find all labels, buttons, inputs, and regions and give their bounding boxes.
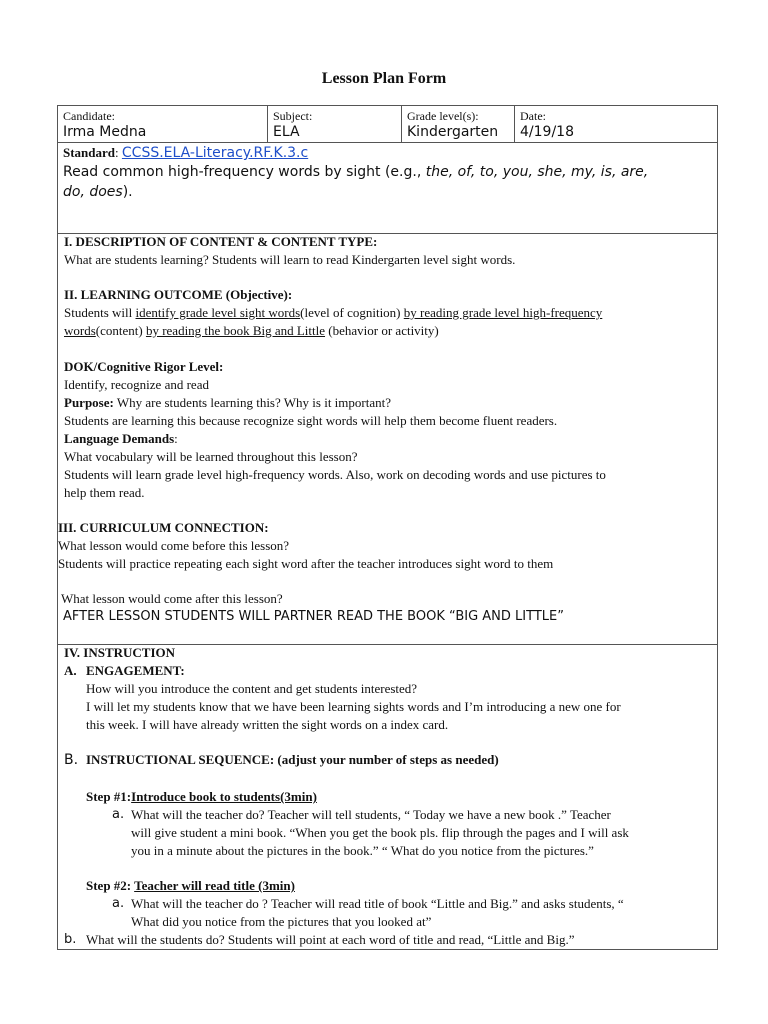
step1-label: Step #1: [86,789,132,804]
sequence-marker: B. [64,752,79,768]
curriculum-after-answer: AFTER LESSON STUDENTS WILL PARTNER READ THE BOOK “BIG AND LITTLE” [63,609,564,624]
grade-label: Grade level(s): [407,109,479,123]
purpose-line [64,394,391,412]
curriculum-before-question: What lesson would come before this lesson? [58,538,290,553]
outcome-text-d: (behavior or activity) [325,323,439,338]
step2-title: Teacher will read title (3min) [134,878,295,893]
curriculum-before-answer: Students will practice repeating each sight word after the teacher introduces sight word to them [58,556,554,571]
section2-line1 [64,304,602,322]
page-title: Lesson Plan Form [321,70,447,87]
step2-heading [86,877,295,895]
standard-description [63,162,712,202]
standard-box [57,143,718,234]
language-answer-1: Students will learn grade level high-frequency words. Also, work on decoding words and use pictures to [64,467,606,482]
section2-line2 [64,322,439,340]
outcome-content-2: words [64,323,96,338]
step1-line3: you in a minute about the pictures in the book.” “ What do you notice from the pictures.” [131,843,594,858]
standard-link[interactable]: CCSS.ELA-Literacy.RF.K.3.c [121,145,309,161]
step1-line1: What will the teacher do? Teacher will tell students, “ Today we have a new book .” Teacher [131,807,611,822]
candidate-cell [58,106,268,142]
standard-desc-post: ). [122,184,133,200]
section2-heading: II. LEARNING OUTCOME (Objective): [64,287,293,302]
curriculum-after-question: What lesson would come after this lesson? [61,591,283,606]
language-answer-2: help them read. [64,485,145,500]
engagement-text-1: I will let my students know that we have been learning sights words and I’m introducing a new one for [86,699,621,714]
section1-text: What are students learning? Students will learn to read Kindergarten level sight words. [64,252,516,267]
outcome-text-a: Students will [64,305,136,320]
language-colon: : [174,431,178,446]
language-line [64,430,178,448]
step1-line2: will give student a mini book. “When you get the book pls. flip through the pages and I will ask [131,825,629,840]
step2-line1: What will the teacher do ? Teacher will read title of book “Little and Big.” and asks students, “ [131,896,624,911]
step1-title: Introduce book to students(3min) [131,789,317,804]
date-label: Date: [520,109,546,123]
date-value: 4/19/18 [520,124,574,140]
step1-heading [86,788,317,806]
outcome-behavior: by reading the book Big and Little [145,323,326,338]
dok-heading: DOK/Cognitive Rigor Level: [64,359,224,374]
grade-cell [402,106,515,142]
students-do-text: What will the students do? Students will point at each word of title and read, “Little and Big.” [86,932,575,947]
purpose-label: Purpose: [64,395,114,410]
dok-text: Identify, recognize and read [64,377,209,392]
standard-desc-words-2: do, does [63,184,123,200]
purpose-question: Why are students learning this? Why is it important? [113,395,392,410]
step1-marker: a. [112,807,125,822]
candidate-value: Irma Medna [63,124,147,140]
outcome-text-c: (level of cognition) [300,305,404,320]
engagement-text-2: this week. I will have already written the sight words on a index card. [86,717,449,732]
engagement-question: How will you introduce the content and get students interested? [86,681,418,696]
sections-box [57,234,718,645]
standard-colon: : [115,145,122,160]
standard-label: Standard [63,145,116,160]
standard-desc-words-1: the, of, to, you, she, my, is, are, [425,164,649,180]
outcome-cognition: identify grade level sight words [135,305,301,320]
engagement-marker: A. [64,663,77,678]
language-label: Language Demands [64,431,175,446]
instruction-box [57,645,718,950]
standard-desc-pre: Read common high-frequency words by sight (e.g., [63,164,426,180]
language-question: What vocabulary will be learned throughout this lesson? [64,449,358,464]
section3-heading: III. CURRICULUM CONNECTION: [58,520,269,535]
purpose-answer: Students are learning this because recognize sight words will help them become fluent readers. [64,413,558,428]
sequence-heading: INSTRUCTIONAL SEQUENCE: (adjust your number of steps as needed) [86,752,499,767]
step2-label: Step #2: [86,878,135,893]
candidate-label: Candidate: [63,109,115,123]
engagement-heading: ENGAGEMENT: [86,663,185,678]
header-table [57,105,718,143]
subject-value: ELA [273,124,300,140]
date-cell [515,106,717,142]
step2-line2: What did you notice from the pictures that you looked at” [131,914,432,929]
step2-marker: a. [112,896,125,911]
students-do-marker: b. [64,932,77,947]
grade-value: Kindergarten [407,124,499,140]
subject-cell [268,106,402,142]
section4-heading: IV. INSTRUCTION [64,645,176,660]
section1-heading: I. DESCRIPTION OF CONTENT & CONTENT TYPE: [64,234,378,249]
outcome-content-1: by reading grade level high-frequency [403,305,603,320]
outcome-text-b: (content) [95,323,146,338]
subject-label: Subject: [273,109,313,123]
